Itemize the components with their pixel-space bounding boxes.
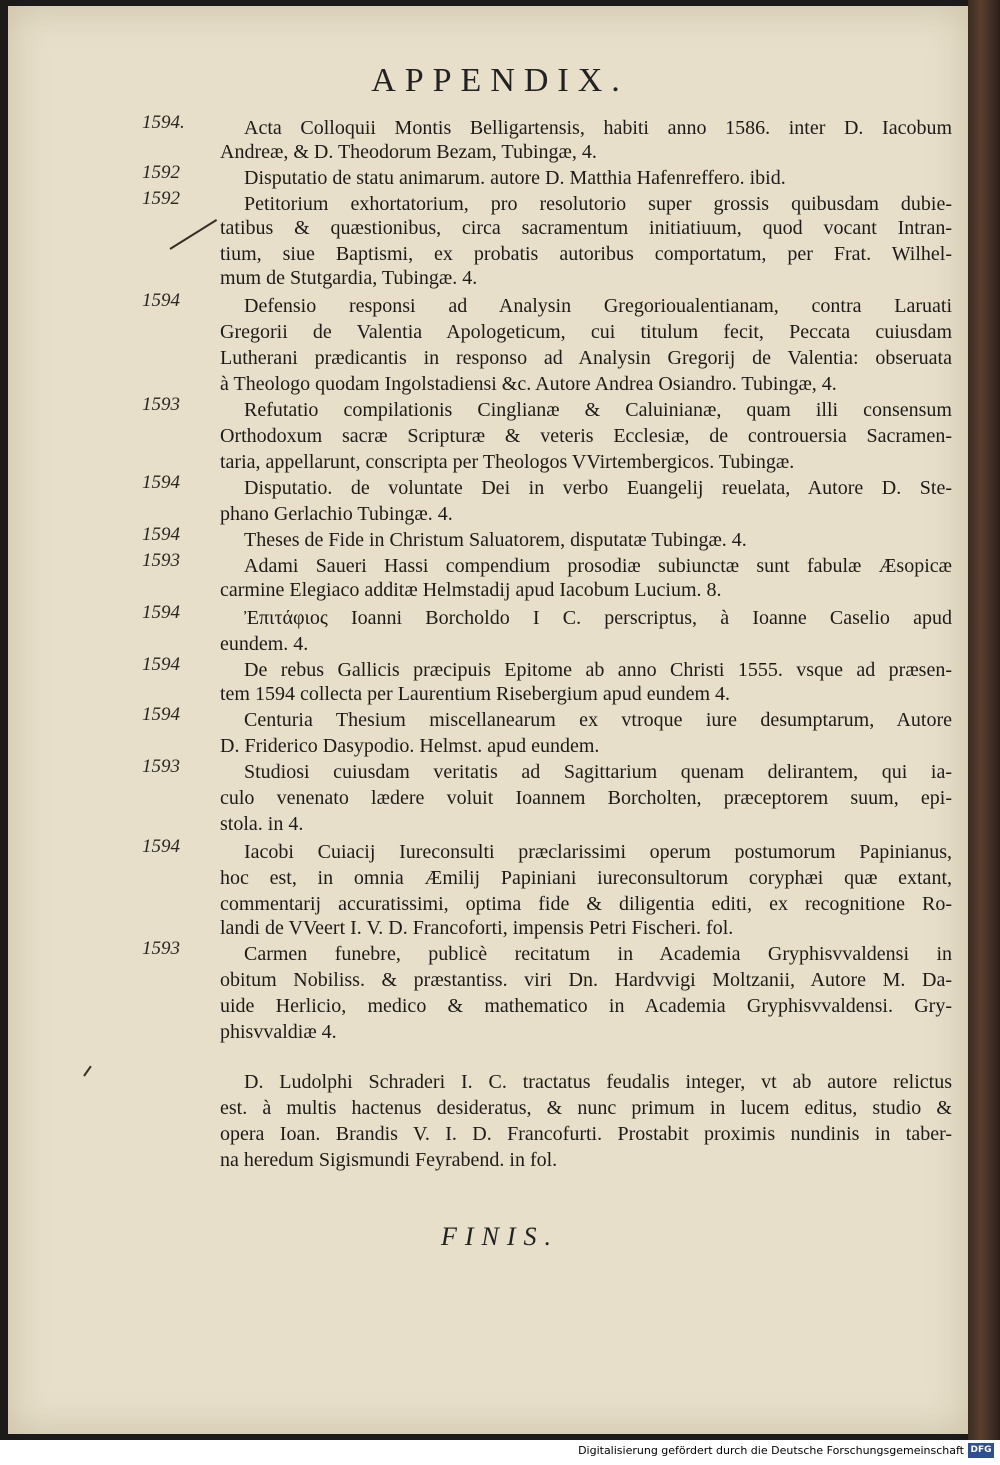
- entry-line: Lutherani prædicantis in responso ad Analysin Gregorij de Valentia: obseruata: [220, 347, 952, 369]
- entry-year: 1593: [142, 394, 180, 415]
- entry-line: Ἐπιτάφιος Ioanni Borcholdo I C. perscriptus, à Ioanne Caselio apud: [244, 607, 952, 629]
- entry-year: 1594: [142, 472, 180, 493]
- entry-line: Disputatio de statu animarum. autore D. Matthia Hafenreffero. ibid.: [244, 167, 786, 189]
- entry-line: stola. in 4.: [220, 813, 304, 835]
- entry-line: Theses de Fide in Christum Saluatorem, disputatæ Tubingæ. 4.: [244, 529, 747, 551]
- digitization-credit: Digitalisierung gefördert durch die Deutsche Forschungsgemeinschaft: [578, 1444, 964, 1457]
- notice-line: opera Ioan. Brandis V. I. D. Francofurti. Prostabit proximis nundinis in taber-: [220, 1123, 952, 1145]
- entry-line: phisvvaldiæ 4.: [220, 1021, 337, 1043]
- entry-line: commentarij accuratissimi, optima fide & diligentia editi, ex recognitione Ro-: [220, 893, 952, 915]
- entry-line: obitum Nobiliss. & præstantiss. viri Dn. Hardvvigi Moltzanii, Autore M. Da-: [220, 969, 952, 991]
- entry-line: Adami Saueri Hassi compendium prosodiæ subiunctæ sunt fabulæ Æsopicæ: [244, 555, 952, 577]
- notice-line: est. à multis hactenus desideratus, & nunc primum in lucem editus, studio &: [220, 1097, 952, 1119]
- entry-year: 1592: [142, 188, 180, 209]
- entry-line: De rebus Gallicis præcipuis Epitome ab anno Christi 1555. vsque ad præsen-: [244, 659, 952, 681]
- entry-line: tium, siue Baptismi, ex probatis autoribus comportatum, per Frat. Wilhel-: [220, 243, 952, 265]
- entry-line: Centuria Thesium miscellanearum ex vtroque iure desumptarum, Autore: [244, 709, 952, 731]
- entry-line: Andreæ, & D. Theodorum Bezam, Tubingæ, 4.: [220, 141, 597, 163]
- entry-line: phano Gerlachio Tubingæ. 4.: [220, 503, 453, 525]
- entry-year: 1593: [142, 938, 180, 959]
- entry-line: Acta Colloquii Montis Belligartensis, habiti anno 1586. inter D. Iacobum: [244, 117, 952, 139]
- entry-line: Defensio responsi ad Analysin Gregorioualentianam, contra Laruati: [244, 295, 952, 317]
- entry-line: carmine Elegiaco additæ Helmstadij apud Iacobum Lucium. 8.: [220, 579, 722, 601]
- entry-line: Refutatio compilationis Cinglianæ & Caluinianæ, quam illi consensum: [244, 399, 952, 421]
- entry-line: à Theologo quodam Ingolstadiensi &c. Autore Andrea Osiandro. Tubingæ, 4.: [220, 373, 837, 395]
- entry-line: Disputatio. de voluntate Dei in verbo Euangelij reuelata, Autore D. Ste-: [244, 477, 952, 499]
- entry-line: Orthodoxum sacræ Scripturæ & veteris Ecclesiæ, de controuersia Sacramen-: [220, 425, 952, 447]
- entry-line: Gregorii de Valentia Apologeticum, cui titulum fecit, Peccata cuiusdam: [220, 321, 952, 343]
- entry-line: Carmen funebre, publicè recitatum in Academia Gryphisvvaldensi in: [244, 943, 952, 965]
- entry-line: uide Herlicio, medico & mathematico in Academia Gryphisvvaldensi. Gry-: [220, 995, 952, 1017]
- entry-year: 1594: [142, 602, 180, 623]
- entry-line: eundem. 4.: [220, 633, 309, 655]
- entry-line: Petitorium exhortatorium, pro resolutorio super grossis quibusdam dubie-: [244, 193, 952, 215]
- entry-year: 1594: [142, 836, 180, 857]
- dfg-logo: DFG: [968, 1443, 994, 1458]
- entry-year: 1592: [142, 162, 180, 183]
- entry-line: landi de VVeert I. V. D. Francoforti, impensis Petri Fischeri. fol.: [220, 917, 734, 939]
- entry-year: 1593: [142, 756, 180, 777]
- entry-line: D. Friderico Dasypodio. Helmst. apud eundem.: [220, 735, 600, 757]
- entry-line: taria, appellarunt, conscripta per Theologos VVirtembergicos. Tubingæ.: [220, 451, 795, 473]
- entry-year: 1594: [142, 704, 180, 725]
- notice-line: D. Ludolphi Schraderi I. C. tractatus feudalis integer, vt ab autore relictus: [244, 1071, 952, 1093]
- entry-line: tem 1594 collecta per Laurentium Risebergium apud eundem 4.: [220, 683, 731, 705]
- page-title: APPENDIX.: [371, 62, 629, 99]
- entry-line: culo venenato lædere voluit Ioannem Borcholten, præceptorem suum, epi-: [220, 787, 952, 809]
- entry-year: 1594: [142, 290, 180, 311]
- finis-mark: FINIS.: [440, 1222, 560, 1251]
- entry-line: Iacobi Cuiacij Iureconsulti præclarissimi operum postumorum Papinianus,: [244, 841, 952, 863]
- entry-year: 1593: [142, 550, 180, 571]
- entry-line: hoc est, in omnia Æmilij Papiniani iureconsultorum coryphæi quæ extant,: [220, 867, 952, 889]
- entry-line: mum de Stutgardia, Tubingæ. 4.: [220, 267, 478, 289]
- entry-year: 1594.: [142, 112, 185, 133]
- entry-line: tatibus & quæstionibus, circa sacramentum initiatiuum, quod vocant Intran-: [220, 217, 952, 239]
- entry-year: 1594: [142, 654, 180, 675]
- entry-line: Studiosi cuiusdam veritatis ad Sagittarium quenam delirantem, qui ia-: [244, 761, 952, 783]
- notice-line: na heredum Sigismundi Feyrabend. in fol.: [220, 1149, 558, 1171]
- entry-year: 1594: [142, 524, 180, 545]
